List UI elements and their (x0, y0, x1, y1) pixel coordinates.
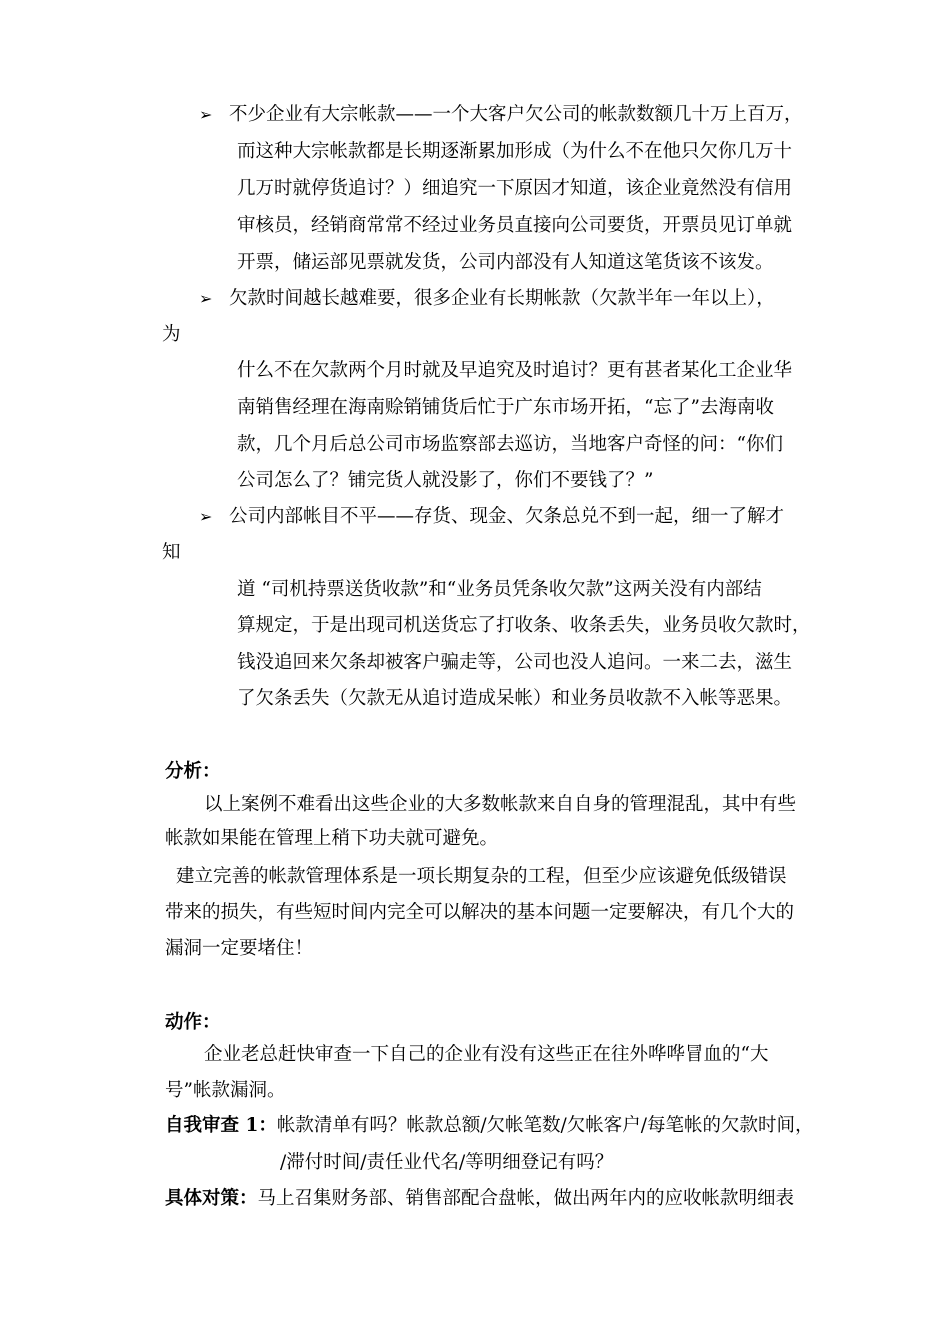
bullet-3-line-2: 道 “司机持票送货收款”和“业务员凭条收欠款”这两关没有内部结 (237, 579, 762, 600)
bullet-1-line-1: 不少企业有大宗帐款——一个大客户欠公司的帐款数额几十万上百万， (229, 104, 803, 125)
bullet-2-line-4: 款，几个月后总公司市场监察部去巡访，当地客户奇怪的问：“你们 (237, 434, 783, 455)
analysis-line-5: 漏洞一定要堵住！ (165, 938, 314, 959)
bullet-1-line-2: 而这种大宗帐款都是长期逐渐累加形成（为什么不在他只欠你几万十 (237, 141, 793, 162)
bullet-icon: ➢ (199, 105, 213, 124)
analysis-line-2: 帐款如果能在管理上稍下功夫就可避免。 (165, 828, 499, 849)
bullet-1-line-4: 审核员，经销商常常不经过业务员直接向公司要货，开票员见订单就 (237, 215, 793, 236)
bullet-2-line-2: 什么不在欠款两个月时就及早追究及时追讨？更有甚者某化工企业华 (237, 360, 793, 381)
analysis-line-4: 带来的损失，有些短时间内完全可以解决的基本问题一定要解决，有几个大的 (165, 902, 795, 923)
bullet-3-line-1: 公司内部帐目不平——存货、现金、欠条总兑不到一起，细一了解才 (229, 506, 785, 527)
bullet-1-line-3: 几万时就停货追讨？）细追究一下原因才知道，该企业竟然没有信用 (237, 178, 793, 199)
action-line-2: 号”帐款漏洞。 (165, 1080, 286, 1101)
analysis-heading: 分析： (165, 761, 221, 782)
bullet-3-line-5: 了欠条丢失（欠款无从追讨造成呆帐）和业务员收款不入帐等恶果。 (237, 688, 793, 709)
bullet-3-line-4: 钱没追回来欠条却被客户骗走等，公司也没人追问。一来二去，滋生 (237, 652, 793, 673)
action-heading: 动作： (165, 1012, 221, 1033)
bullet-3-line-3: 算规定，于是出现司机送货忘了打收条、收条丢失，业务员收欠款时， (237, 615, 811, 636)
bullet-2-line-3: 南销售经理在海南赊销铺货后忙于广东市场开拓，“忘了”去海南收 (237, 397, 774, 418)
self-check-row (165, 1114, 814, 1138)
measure-label: 具体对策： (165, 1188, 258, 1209)
action-line-1: 企业老总赶快审查一下自己的企业有没有这些正在往外哗哗冒血的“大 (204, 1044, 769, 1065)
self-check-label: 自我审查 1： (165, 1115, 277, 1136)
measure-row (165, 1187, 794, 1211)
bullet-icon: ➢ (199, 289, 213, 308)
analysis-line-3: 建立完善的帐款管理体系是一项长期复杂的工程，但至少应该避免低级错误 (176, 866, 787, 887)
self-check-continuation: /滞付时间/责任业代名/等明细登记有吗？ (280, 1152, 614, 1173)
self-check-text: 帐款清单有吗？帐款总额/欠帐笔数/欠帐客户/每笔帐的欠款时间， (276, 1115, 814, 1136)
measure-text: 马上召集财务部、销售部配合盘帐，做出两年内的应收帐款明细表 (257, 1188, 795, 1209)
bullet-3-wrap: 知 (162, 542, 181, 563)
bullet-1-line-5: 开票，储运部见票就发货，公司内部没有人知道这笔货该不该发。 (237, 252, 774, 273)
bullet-2-line-1: 欠款时间越长越难要，很多企业有长期帐款（欠款半年一年以上）， (229, 288, 775, 309)
bullet-2-wrap: 为 (162, 324, 181, 345)
analysis-line-1: 以上案例不难看出这些企业的大多数帐款来自自身的管理混乱，其中有些 (204, 794, 797, 815)
bullet-2-line-5: 公司怎么了？铺完货人就没影了，你们不要钱了？” (237, 470, 654, 491)
bullet-icon: ➢ (199, 507, 213, 526)
